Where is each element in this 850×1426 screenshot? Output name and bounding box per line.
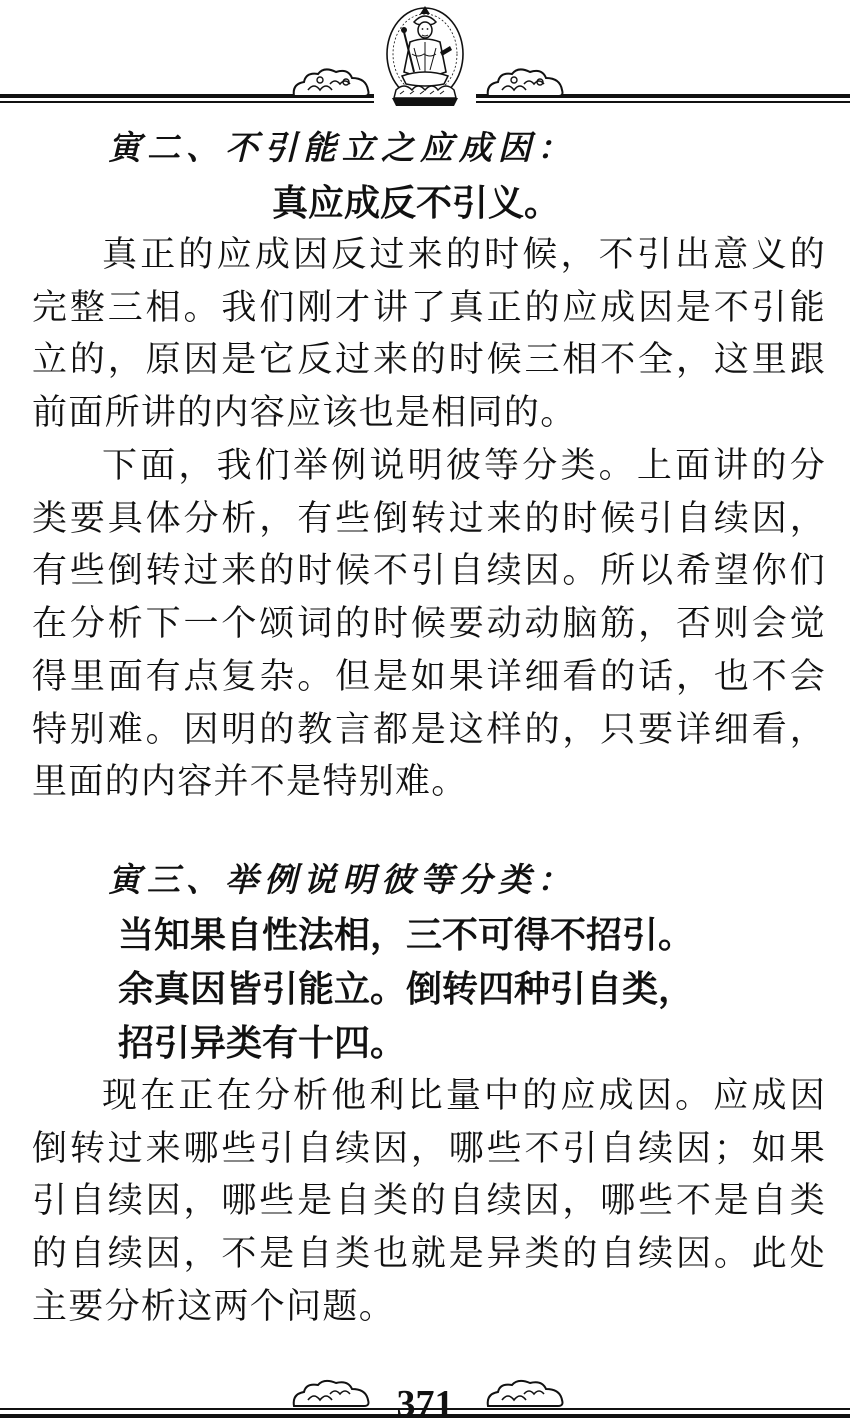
section-heading: 寅三、举例说明彼等分类： [108,860,576,899]
root-verse-line: 余真因皆引能立。倒转四种引自类， [118,969,695,1010]
body-paragraph: 下面，我们举例说明彼等分类。上面讲的分类要具体分析，有些倒转过来的时候引自续因，有些倒转过来的时候不引自续因。所以希望你们在分析下一个颂词的时候要动动脑筋，否则会觉得里面有点复杂。但是如果详细看的话，也不会特别难。因明的教言都是这样的，只要详细看，里面的内容并不是特别难。 [32,446,826,803]
auspicious-cloud-icon [484,1378,566,1408]
root-verse-line: 真应成反不引义。 [272,183,561,224]
auspicious-cloud-icon [484,66,566,98]
section-heading: 寅二、不引能立之应成因： [108,128,576,167]
body-paragraph: 真正的应成因反过来的时候，不引出意义的完整三相。我们刚才讲了真正的应成因是不引能立的，原因是它反过来的时候三相不全，这里跟前面所讲的内容应该也是相同的。 [32,235,826,434]
padmasambhava-figure-icon [374,2,476,108]
auspicious-cloud-icon [290,1378,372,1408]
page-number: 371 [396,1383,454,1425]
body-paragraph: 现在正在分析他利比量中的应成因。应成因倒转过来哪些引自续因，哪些不引自续因；如果引自续因，哪些是自类的自续因，哪些不是自类的自续因，不是自类也就是异类的自续因。此处主要分析这两个问题。 [32,1076,826,1327]
auspicious-cloud-icon [290,66,372,98]
root-verse-line: 招引异类有十四。 [118,1023,407,1064]
root-verse-line: 当知果自性法相，三不可得不招引。 [118,915,695,956]
